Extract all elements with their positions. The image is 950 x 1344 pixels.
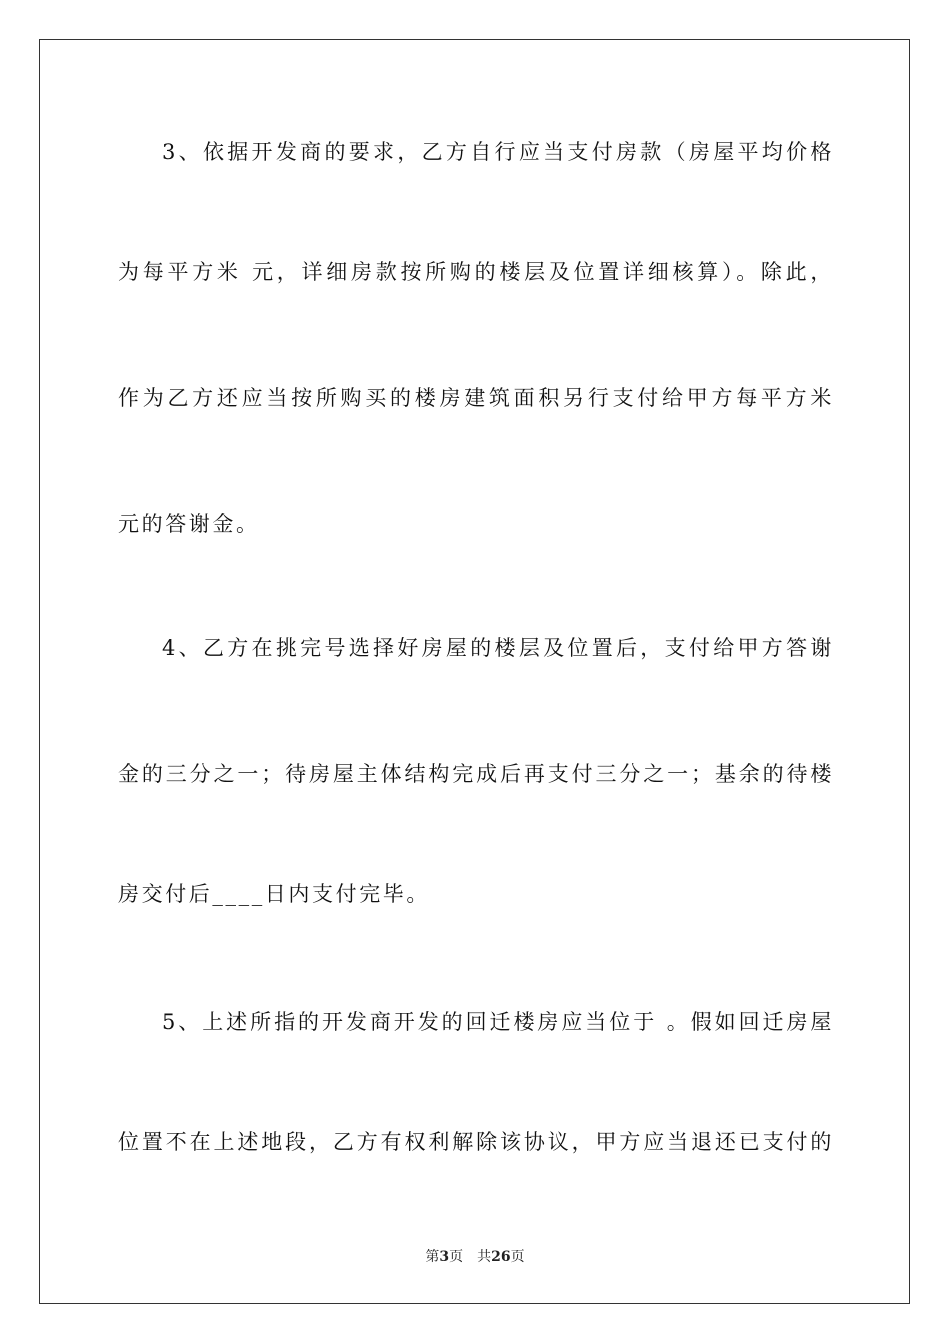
paragraph-3-line-1: 3、依据开发商的要求，乙方自行应当支付房款（房屋平均价格 — [162, 140, 834, 164]
footer-page-prefix: 第 — [425, 1249, 440, 1265]
paragraph-4-line-3: 房交付后____日内支付完毕。 — [118, 882, 430, 906]
paragraph-3-line-4: 元的答谢金。 — [118, 512, 260, 536]
footer-page-suffix: 页 — [449, 1249, 464, 1265]
page-footer — [0, 1248, 950, 1266]
footer-total-prefix: 共 — [477, 1249, 492, 1265]
paragraph-3-line-3: 作为乙方还应当按所购买的楼房建筑面积另行支付给甲方每平方米 — [118, 386, 834, 410]
paragraph-5-line-2: 位置不在上述地段，乙方有权利解除该协议，甲方应当退还已支付的 — [118, 1130, 834, 1154]
paragraph-3-line-2: 为每平方米 元，详细房款按所购的楼层及位置详细核算）。除此， — [118, 260, 834, 284]
paragraph-5-line-1: 5、上述所指的开发商开发的回迁楼房应当位于 。假如回迁房屋 — [162, 1010, 834, 1034]
page-border — [39, 39, 910, 1304]
footer-total-pages: 26 — [491, 1249, 511, 1265]
footer-total-suffix: 页 — [510, 1249, 525, 1265]
paragraph-4-line-2: 金的三分之一；待房屋主体结构完成后再支付三分之一；基余的待楼 — [118, 762, 834, 786]
footer-page-number: 3 — [439, 1249, 450, 1265]
paragraph-4-line-1: 4、乙方在挑完号选择好房屋的楼层及位置后，支付给甲方答谢 — [162, 636, 834, 660]
